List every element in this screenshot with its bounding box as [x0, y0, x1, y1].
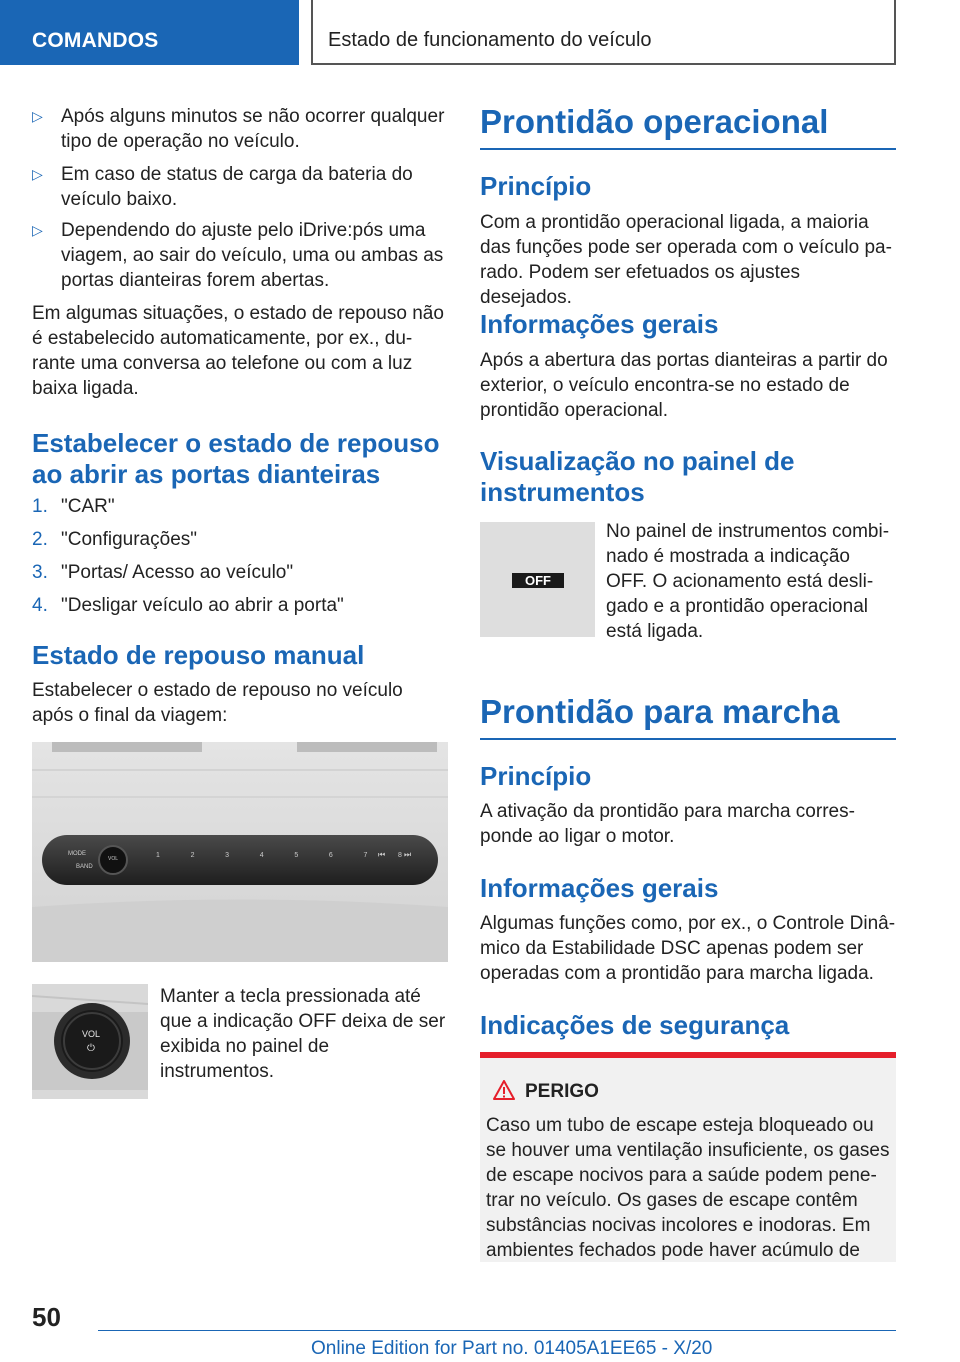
heading-principle: Princípio	[480, 171, 592, 201]
preset-5: 5	[294, 852, 299, 859]
heading-manual: Estado de repouso manual	[32, 640, 365, 670]
step-item: 2. "Configurações"	[32, 529, 198, 550]
paragraph: Manter a tecla pressionada até que a indicação OFF deixa de ser exibida no painel de instrumentos.	[160, 986, 446, 1082]
off-badge: OFF	[512, 573, 564, 588]
heading-general-info: Informações gerais	[480, 873, 719, 903]
triangle-bullet-icon: ▷	[32, 222, 43, 238]
heading-open-doors: Estabelecer o estado de repouso ao abrir as portas dianteiras	[32, 428, 440, 489]
paragraph: Em algumas situações, o estado de repouso não é estabelecido automaticamente, por ex., durante uma conversa ao telefone ou com a luz baixa ligada.	[32, 303, 444, 399]
list-item: ▷ Em caso de status de carga da bateria do veículo baixo.	[32, 164, 413, 210]
danger-box	[480, 1058, 896, 1262]
warning-triangle-icon	[493, 1080, 515, 1100]
page-number: 50	[32, 1302, 61, 1332]
paragraph: Estabelecer o estado de repouso no veículo após o final da viagem:	[32, 680, 403, 726]
heading-operational-readiness: Prontidão operacional	[480, 102, 896, 150]
footer-edition: Online Edition for Part no. 01405A1EE65 - X/20	[311, 1338, 713, 1359]
heading-general-info: Informações gerais	[480, 309, 719, 339]
triangle-bullet-icon: ▷	[32, 108, 43, 124]
vol-label: VOL	[108, 856, 119, 862]
list-item: ▷ Após alguns minutos se não ocorrer qualquer tipo de operação no veículo.	[32, 106, 445, 152]
preset-8: 8	[398, 852, 402, 859]
heading-principle: Princípio	[480, 761, 592, 791]
paragraph: Com a prontidão operacional ligada, a maioria das funções pode ser operada com o veículo parado. Podem ser efetuados os ajustes desejados.	[480, 212, 892, 308]
power-icon: ⏻	[87, 1043, 95, 1054]
preset-1: 1	[156, 852, 160, 859]
step-item: 4. "Desligar veículo ao abrir a porta"	[32, 595, 344, 616]
danger-title: PERIGO	[525, 1081, 599, 1102]
triangle-bullet-icon: ▷	[32, 166, 43, 182]
knob-vol-label: VOL	[82, 1029, 101, 1039]
paragraph: Algumas funções como, por ex., o Controle Dinâmico da Estabilidade DSC apenas podem ser operadas com a prontidão para marcha ligada.	[480, 913, 896, 984]
heading-drive-readiness: Prontidão para marcha	[480, 692, 896, 740]
preset-buttons	[156, 852, 402, 866]
heading-display: Visualização no painel de instrumentos	[480, 446, 795, 507]
paragraph: No painel de instrumentos combinado é mostrada a indicação OFF. O acionamento está desligado e a prontidão operacional está ligada.	[606, 521, 890, 642]
paragraph: Após a abertura das portas dianteiras a partir do exterior, o veículo encontra-se no estado de prontidão operacional.	[480, 350, 888, 421]
skip-back-icon: ⏮	[378, 850, 386, 859]
heading-safety: Indicações de segurança	[480, 1010, 790, 1040]
preset-4: 4	[259, 852, 264, 859]
skip-forward-icon: ⏭	[404, 850, 412, 859]
danger-text: Caso um tubo de escape esteja bloqueado ou se houver uma ventilação insuficiente, os gases de escape nocivos para a saúde podem penetrar no veículo. Os gases de escape contêm substâncias nocivas incolores e inodoras. Em ambientes fechados pode haver acúmulo de	[486, 1115, 890, 1261]
footer-divider	[98, 1330, 896, 1331]
chapter-header	[311, 0, 896, 65]
dashboard-photo	[32, 742, 448, 962]
off-indicator-image	[480, 522, 595, 637]
step-item: 1. "CAR"	[32, 496, 115, 517]
band-label: BAND	[76, 864, 93, 870]
preset-7: 7	[363, 852, 368, 859]
section-tab	[0, 0, 299, 65]
vol-knob-photo	[32, 984, 148, 1099]
preset-3: 3	[225, 852, 230, 859]
paragraph: A ativação da prontidão para marcha corresponde ao ligar o motor.	[480, 801, 855, 847]
section-title: COMANDOS	[32, 29, 159, 52]
step-item: 3. "Portas/ Acesso ao veículo"	[32, 562, 294, 583]
knob-illustration	[32, 984, 148, 1099]
list-item: ▷ Dependendo do ajuste pelo iDrive:pós uma viagem, ao sair do veículo, uma ou ambas as portas dianteiras forem abertas.	[32, 220, 444, 291]
preset-2: 2	[190, 852, 195, 859]
chapter-title: Estado de funcionamento do veículo	[328, 29, 652, 51]
preset-6: 6	[328, 852, 333, 859]
mode-label: MODE	[68, 851, 86, 857]
